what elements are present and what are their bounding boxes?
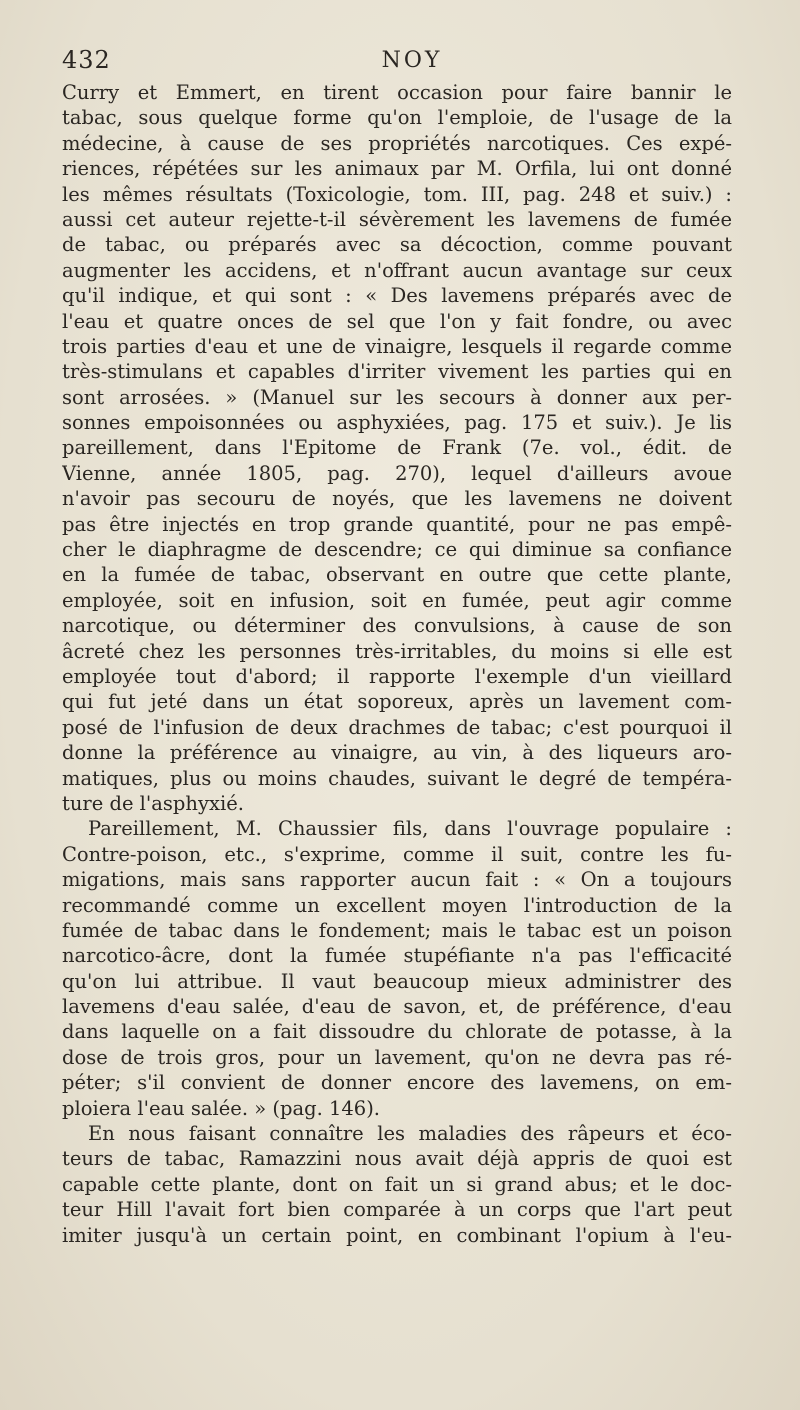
text-line: qu'on lui attribue. Il vaut beaucoup mieux administrer des — [62, 969, 732, 993]
text-line: Curry et Emmert, en tirent occasion pour faire bannir le — [62, 81, 732, 104]
body-text — [62, 80, 732, 1248]
text-line: teur Hill l'avait fort bien comparée à un corps que l'art peut — [62, 1198, 732, 1222]
text-line: capable cette plante, dont on fait un si grand abus; et le doc- — [62, 1172, 732, 1196]
text-line: Contre-poison, etc., s'exprime, comme il suit, contre les fu- — [62, 842, 732, 866]
text-line: employée tout d'abord; il rapporte l'exemple d'un vieillard — [62, 664, 732, 688]
text-line: sont arrosées. » (Manuel sur les secours à donner aux per- — [62, 385, 732, 409]
text-line: ture de l'asphyxié. — [62, 791, 244, 815]
text-line: imiter jusqu'à un certain point, en combinant l'opium à l'eu- — [62, 1223, 732, 1247]
text-line: trois parties d'eau et une de vinaigre, lesquels il regarde comme — [62, 334, 732, 358]
text-line: donne la préférence au vinaigre, au vin, à des liqueurs aro- — [62, 741, 732, 765]
text-line: aussi cet auteur rejette-t-il sévèrement les lavemens de fumée — [62, 207, 732, 231]
page-header — [62, 46, 742, 80]
running-head: NOY — [381, 48, 443, 73]
text-line: cher le diaphragme de descendre; ce qui diminue sa confiance — [62, 538, 732, 562]
text-line: matiques, plus ou moins chaudes, suivant le degré de tempéra- — [62, 766, 732, 790]
text-line: très-stimulans et capables d'irriter vivement les parties qui en — [62, 360, 732, 384]
text-line: narcotique, ou déterminer des convulsions, à cause de son — [62, 614, 732, 638]
text-line: pareillement, dans l'Epitome de Frank (7e. vol., édit. de — [62, 436, 732, 460]
text-line: qui fut jeté dans un état soporeux, après un lavement com- — [62, 690, 732, 714]
text-line: en la fumée de tabac, observant en outre que cette plante, — [62, 563, 732, 587]
text-line: qu'il indique, et qui sont : « Des lavemens préparés avec de — [62, 284, 732, 308]
text-line: teurs de tabac, Ramazzini nous avait déjà appris de quoi est — [62, 1147, 732, 1171]
text-line: sonnes empoisonnées ou asphyxiées, pag. 175 et suiv.). Je lis — [62, 411, 732, 435]
text-line: péter; s'il convient de donner encore des lavemens, on em- — [62, 1071, 732, 1095]
text-line: Vienne, année 1805, pag. 270), lequel d'ailleurs avoue — [62, 461, 732, 485]
text-line: riences, répétées sur les animaux par M. Orfila, lui ont donné — [62, 157, 732, 181]
page-number: 432 — [62, 46, 111, 74]
text-line: augmenter les accidens, et n'offrant aucun avantage sur ceux — [62, 258, 732, 282]
text-line: En nous faisant connaître les maladies des râpeurs et éco- — [88, 1122, 732, 1146]
text-line: n'avoir pas secouru de noyés, que les lavemens ne doivent — [62, 487, 732, 511]
text-line: posé de l'infusion de deux drachmes de tabac; c'est pourquoi il — [62, 715, 732, 739]
text-line: de tabac, ou préparés avec sa décoction, comme pouvant — [62, 233, 732, 257]
text-line: Pareillement, M. Chaussier fils, dans l'ouvrage populaire : — [88, 817, 732, 841]
text-line: fumée de tabac dans le fondement; mais le tabac est un poison — [62, 918, 732, 942]
text-line: narcotico-âcre, dont la fumée stupéfiante n'a pas l'efficacité — [62, 944, 732, 968]
text-line: dans laquelle on a fait dissoudre du chlorate de potasse, à la — [62, 1020, 732, 1044]
text-line: l'eau et quatre onces de sel que l'on y fait fondre, ou avec — [62, 309, 732, 333]
text-line: les mêmes résultats (Toxicologie, tom. III, pag. 248 et suiv.) : — [62, 182, 732, 206]
text-line: ploiera l'eau salée. » (pag. 146). — [62, 1096, 380, 1120]
text-line: lavemens d'eau salée, d'eau de savon, et, de préférence, d'eau — [62, 995, 732, 1019]
text-line: tabac, sous quelque forme qu'on l'emploie, de l'usage de la — [62, 106, 732, 130]
text-line: recommandé comme un excellent moyen l'introduction de la — [62, 893, 732, 917]
text-line: âcreté chez les personnes très-irritables, du moins si elle est — [62, 639, 732, 663]
text-line: employée, soit en infusion, soit en fumée, peut agir comme — [62, 588, 732, 612]
text-line: dose de trois gros, pour un lavement, qu'on ne devra pas ré- — [62, 1045, 732, 1069]
text-line: médecine, à cause de ses propriétés narcotiques. Ces expé- — [62, 131, 732, 155]
text-line: migations, mais sans rapporter aucun fait : « On a toujours — [62, 868, 732, 892]
text-line: pas être injectés en trop grande quantité, pour ne pas empê- — [62, 512, 732, 536]
